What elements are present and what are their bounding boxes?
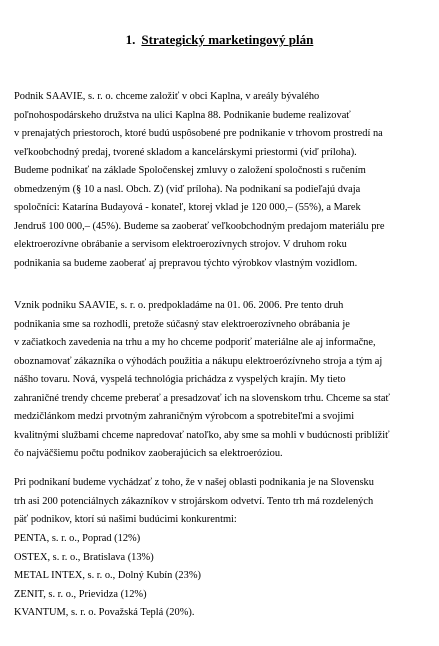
competitor-item: ZENIT, s. r. o., Prievidza (12%) [14,588,147,600]
competitor-item: OSTEX, s. r. o., Bratislava (13%) [14,551,154,563]
text-line: spoločníci: Katarína Budayová - konateľ, ktorej vklad je 120 000,– (55%), a Marek [14,202,361,213]
competitor-list [14,530,430,623]
text-line: oboznamovať zákazníka o výhodách použitia a nákupu elektroerózívneho stroja a tým aj [14,355,383,367]
paragraph-market-competition [14,474,430,530]
text-line: Podnik SAAVIE, s. r. o. chceme založiť v obci Kaplna, v areály bývalého [14,91,320,102]
text-line: trh asi 200 potenciálnych zákazníkov v strojárskom odvetví. Tento trh má rozdelených [14,495,374,507]
text-line: Pri podnikaní budeme vychádzať z toho, že v našej oblasti podnikania je na Slovensku [14,477,374,488]
text-line: elektroerozívne obrábanie a servisom elektroerozívnych strojov. V druhom roku [14,239,347,250]
text-line: čo najväčšiemu počtu podnikov zaoberajúcich sa elektroeróziou. [14,448,283,459]
text-line: Budeme podnikať na základe Spoločenskej zmluvy o založení spoločnosti s ručením [14,165,366,176]
text-line: kvalitnými službami chceme napredovať natoľko, aby sme sa mohli v budúcnosti priblížiť [14,429,390,441]
text-line: zahraničné trendy chceme preberať a presadzovať ich na slovenskom trhu. Chceme sa stať [14,392,390,404]
paragraph-company-origin [14,297,430,464]
section-number: 1. [125,32,136,47]
text-line: v začiatkoch zavedenia na trhu a my ho chceme podporiť materiálne ale aj informačne, [14,337,376,348]
text-line: v prenajatých priestoroch, ktoré budú uspôsobené pre podnikanie v trhovom prostredí na [14,128,383,139]
text-line: obmedzeným (§ 10 a nasl. Obch. Z) (viď príloha). Na podnikaní sa podieľajú dvaja [14,183,361,195]
section-heading [0,32,439,48]
text-line: Vznik podniku SAAVIE, s. r. o. predpokladáme na 01. 06. 2006. Pre tento druh [14,300,344,311]
paragraph-company-founding [14,88,430,273]
text-line: medzičlánkom medzi prvotným zahraničným výrobcom a spotrebiteľmi a svojimi [14,411,355,422]
competitor-item: KVANTUM, s. r. o. Považská Teplá (20%). [14,607,195,618]
text-line: podnikania sme sa rozhodli, pretože súčasný stav elektroerozívneho obrábania je [14,318,350,330]
text-line: päť podnikov, ktorí sú našimi budúcimi konkurentmi: [14,514,237,525]
competitor-item: PENTA, s. r. o., Poprad (12%) [14,533,141,544]
competitor-item: METAL INTEX, s. r. o., Dolný Kubín (23%) [14,570,201,581]
text-line: Jendruš 100 000,– (45%). Budeme sa zaoberať veľkoobchodným predajom materiálu pre [14,220,385,232]
text-line: poľnohospodárskeho družstva na ulici Kaplna 88. Podnikanie budeme realizovať [14,109,351,121]
text-line: veľkoobchodný predaj, tvorené skladom a kancelárskymi priestormi (viď príloha). [14,146,357,158]
text-line: nášho tovaru. Nová, vyspelá technológia prichádza z vyspelých krajín. My tieto [14,374,346,385]
text-line: podnikania sa budeme zaoberať aj prepravou týchto výrobkov vlastným vozidlom. [14,257,358,269]
section-title: Strategický marketingový plán [141,32,314,47]
